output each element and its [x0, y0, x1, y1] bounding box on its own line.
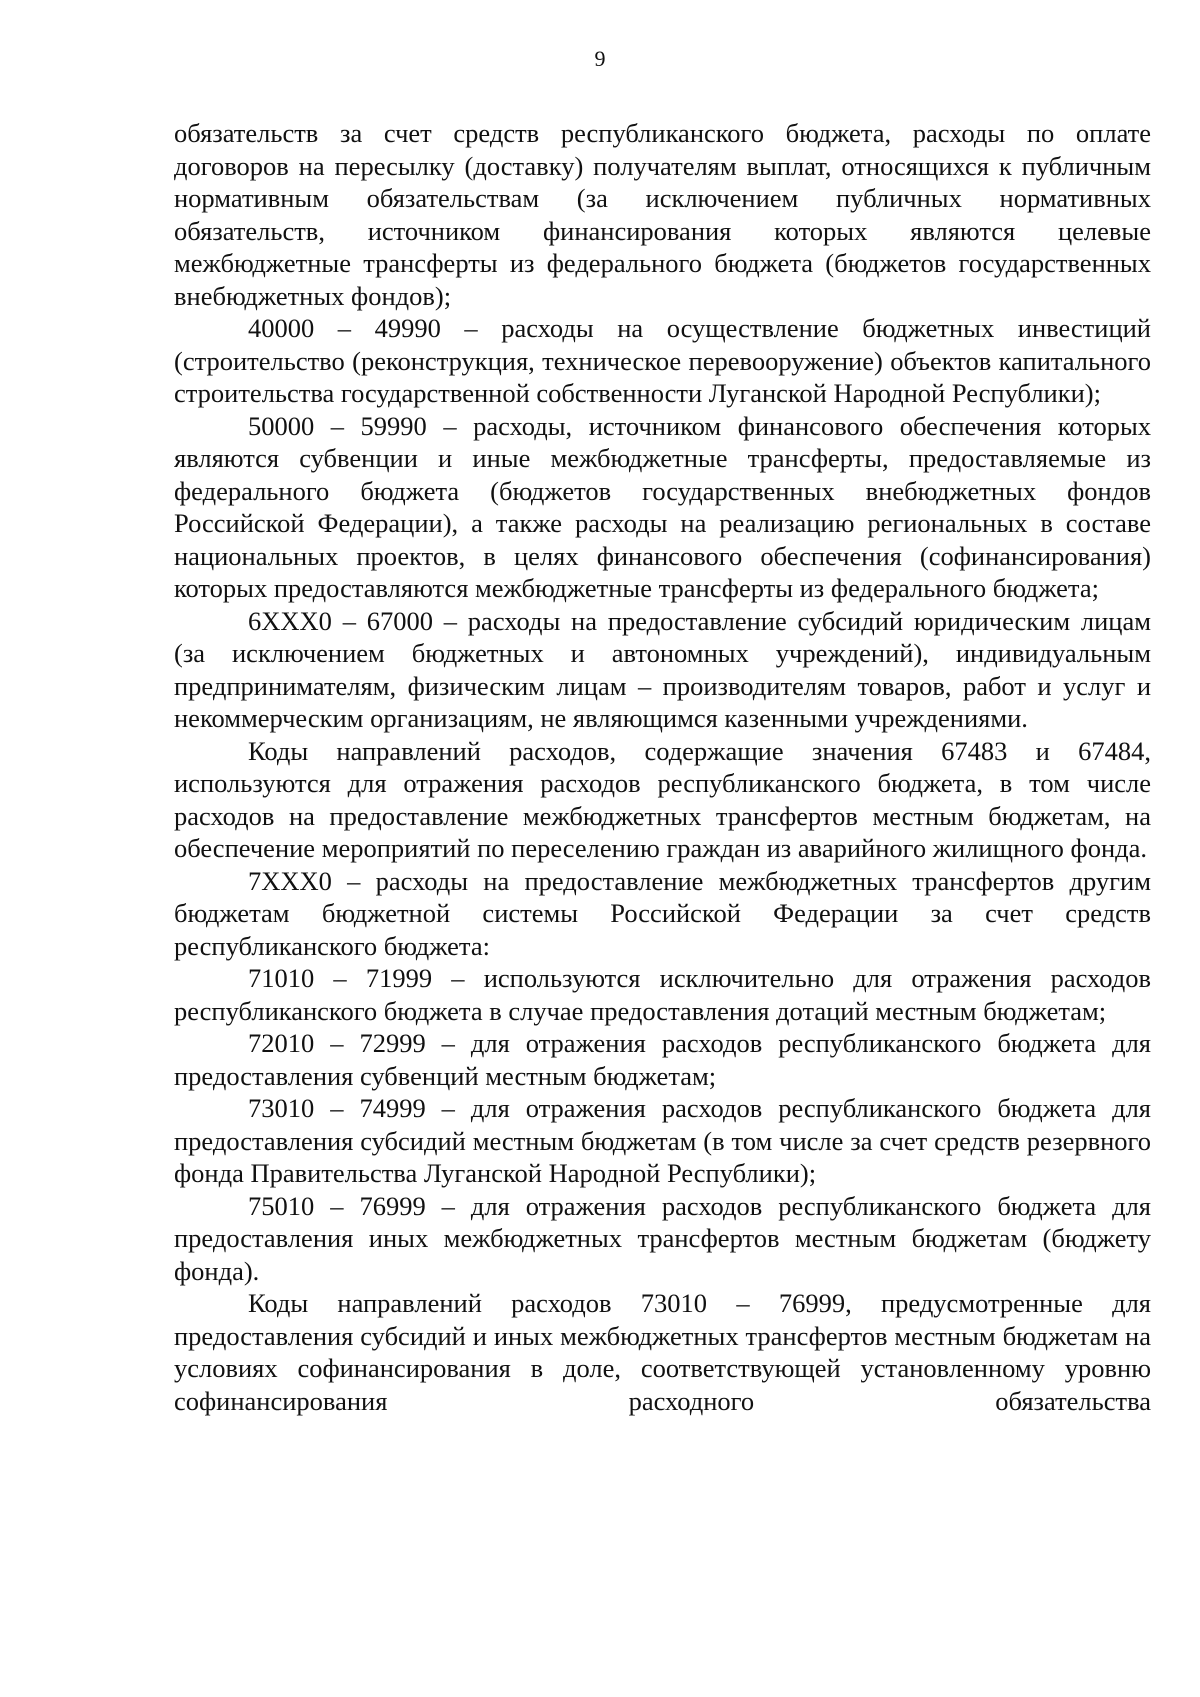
- paragraph-codes-6xxx0-67000: 6ХХХ0 – 67000 – расходы на предоставление субсидий юридическим лицам (за исключением бюджетных и автономных учреждений), индивидуальным предпринимателям, физическим лицам – производителям товаров, работ и услуг и некоммерческим организациям, не являющимся казенными учреждениями.: [174, 605, 1151, 733]
- paragraph-codes-72010-72999: 72010 – 72999 – для отражения расходов республиканского бюджета для предоставления субвенций местным бюджетам;: [174, 1028, 1151, 1091]
- document-body: [174, 117, 1151, 1417]
- paragraph-codes-67483-67484: Коды направлений расходов, содержащие значения 67483 и 67484, используются для отражения расходов республиканского бюджета, в том числе расходов на предоставление межбюджетных трансфертов местным бюджетам, на обеспечение мероприятий по переселению граждан из аварийного жилищного фонда.: [174, 735, 1151, 863]
- page-number: 9: [594, 46, 606, 71]
- paragraph-codes-71010-71999: 71010 – 71999 – используются исключительно для отражения расходов республиканского бюджета в случае предоставления дотаций местным бюджетам;: [174, 963, 1151, 1026]
- paragraph-continuation: обязательств за счет средств республиканского бюджета, расходы по оплате договоров на пересылку (доставку) получателям выплат, относящихся к публичным нормативным обязательствам (за исключением публичных нормативных обязательств, источником финансирования которых являются целевые межбюджетные трансферты из федерального бюджета (бюджетов государственных внебюджетных фондов);: [174, 118, 1151, 311]
- paragraph-codes-7xxx0: 7ХХХ0 – расходы на предоставление межбюджетных трансфертов другим бюджетам бюджетной системы Российской Федерации за счет средств республиканского бюджета:: [174, 865, 1151, 961]
- paragraph-codes-50000-59990: 50000 – 59990 – расходы, источником финансового обеспечения которых являются субвенции и иные межбюджетные трансферты, предоставляемые из федерального бюджета (бюджетов государственных внебюджетных фондов Российской Федерации), а также расходы на реализацию региональных в составе национальных проектов, в целях финансового обеспечения (софинансирования) которых предоставляются межбюджетные трансферты из федерального бюджета;: [174, 410, 1151, 603]
- paragraph-codes-75010-76999: 75010 – 76999 – для отражения расходов республиканского бюджета для предоставления иных межбюджетных трансфертов местным бюджетам (бюджету фонда).: [174, 1190, 1151, 1286]
- paragraph-codes-73010-76999-cofinancing: Коды направлений расходов 73010 – 76999, предусмотренные для предоставления субсидий и иных межбюджетных трансфертов местным бюджетам на условиях софинансирования в доле, соответствующей установленному уровню софинансирования расходного обязательства: [174, 1288, 1151, 1416]
- paragraph-codes-40000-49990: 40000 – 49990 – расходы на осуществление бюджетных инвестиций (строительство (реконструкция, техническое перевооружение) объектов капитального строительства государственной собственности Луганской Народной Республики);: [174, 313, 1151, 408]
- paragraph-codes-73010-74999: 73010 – 74999 – для отражения расходов республиканского бюджета для предоставления субсидий местным бюджетам (в том числе за счет средств резервного фонда Правительства Луганской Народной Республики);: [174, 1093, 1151, 1188]
